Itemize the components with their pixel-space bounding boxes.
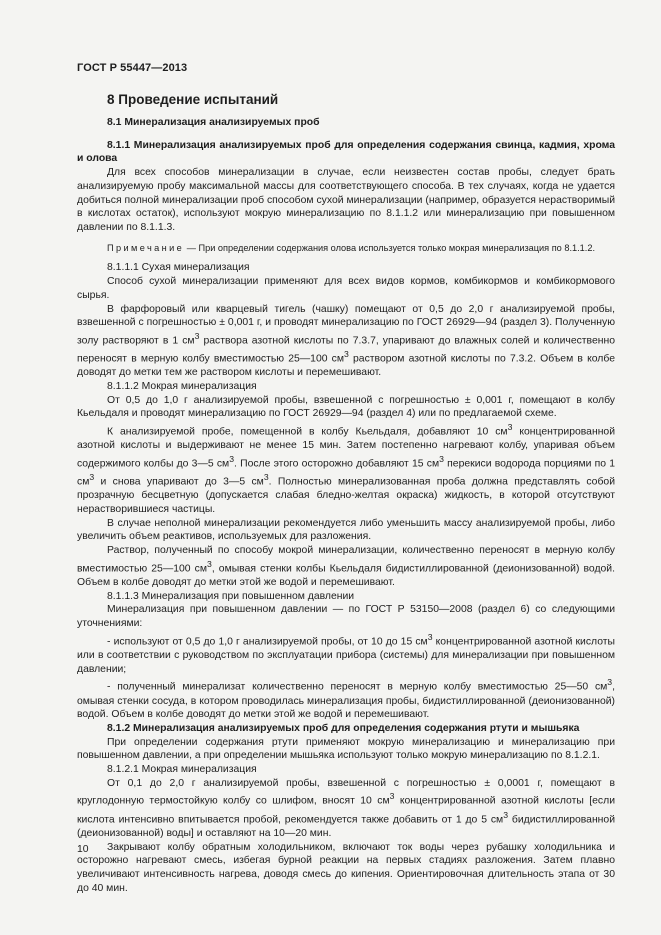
paragraph: От 0,1 до 2,0 г анализируемой пробы, взвешенной с погрешностью ± 0,0001 г, помещают в круглодонную термостойкую колбу со шлифом, вносят 10 $см^3$ концентрированной азотной кислоты [если кислота интенсивно впитывается пробой, рекомендуется также добавить от 1 до 5 $см^3$ бидистиллированной (деионизованной) воды] и оставляют на 10—20 мин.: [77, 777, 615, 839]
page-number: 10: [77, 844, 89, 855]
subsection-title: 8.1 Минерализация анализируемых проб: [107, 117, 320, 128]
paragraph: В случае неполной минерализации рекомендуется либо уменьшить массу анализируемой пробы, либо увеличить объем реактивов, используемых для разложения.: [77, 517, 615, 543]
list-item: - используют от 0,5 до 1,0 г анализируемой пробы, от 10 до 15 $см^3$ концентрированной азотной кислоты или в соответствии с руководством по эксплуатации прибора (системы) для минерализации при повышенном давлении;: [77, 631, 615, 675]
clause-8-1-1-1-title: 8.1.1.1 Сухая минерализация: [107, 262, 250, 274]
document-header: ГОСТ Р 55447—2013: [77, 62, 188, 74]
note: [77, 242, 615, 255]
clause-8-1-2-1-title: 8.1.2.1 Мокрая минерализация: [107, 764, 257, 776]
paragraph: В фарфоровый или кварцевый тигель (чашку) помещают от 0,5 до 2,0 г анализируемой пробы, взвешенной с погрешностью ± 0,001 г, и проводят минерализацию по ГОСТ 26929—94 (раздел 3). Полученную золу растворяют в 1 $см^3$ раствора азотной кислоты по 7.3.7, упаривают до влажных солей и количественно переносят в мерную колбу вместимостью 25—100 $см^3$ раствором азотной кислоты по 7.3.2. Объем в колбе доводят до метки тем же раствором кислоты и перемешивают.: [77, 303, 615, 379]
clause-8-1-1-title: 8.1.1 Минерализация анализируемых проб для определения содержания свинца, кадмия, хрома и олова: [77, 139, 615, 165]
clause-8-1-2-title: 8.1.2 Минерализация анализируемых проб для определения содержания ртути и мышьяка: [107, 722, 580, 734]
section-title: 8 Проведение испытаний: [107, 92, 279, 107]
paragraph: Способ сухой минерализации применяют для всех видов кормов, комбикормов и комбикормового сырья.: [77, 276, 615, 301]
document-body: [77, 92, 615, 895]
clause-8-1-1-3-title: 8.1.1.3 Минерализация при повышенном давлении: [107, 590, 355, 602]
paragraph: Раствор, полученный по способу мокрой минерализации, количественно переносят в мерную колбу вместимостью 25—100 $см^3$, омывая стенки колбы Кьельдаля бидистиллированной (деионизованной) водой. Объем в колбе доводят до метки этой же водой и перемешивают.: [77, 545, 615, 588]
paragraph: Закрывают колбу обратным холодильником, включают ток воды через рубашку холодильника и осторожно нагревают смесь, избегая бурной реакции на первых стадиях разложения. Затем плавно увеличивают интенсивность нагрева, доводя смесь до кипения. Ориентировочная длительность этапа от 30 до 40 мин.: [77, 841, 615, 894]
note-text: — При определении содержания олова используется только мокрая минерализация по 8.1.1.2.: [184, 242, 595, 253]
paragraph: При определении содержания ртути применяют мокрую минерализацию и минерализацию при повышенном давлении, а при определении мышьяка используют только мокрую минерализацию по 8.1.2.1.: [77, 736, 615, 762]
paragraph: К анализируемой пробе, помещенной в колбу Кьельдаля, добавляют 10 $см^3$ концентрированной азотной кислоты и выдерживают не менее 15 мин. Затем постепенно нагревают колбу, упаривая объем содержимого колбы до 3—5 $см^3$. После этого осторожно добавляют 15 $см^3$ перекиси водорода порциями по 1 $см^3$ и снова упаривают до 3—5 $см^3$. Полностью минерализованная проба должна представлять собой прозрачную бесцветную (допускается слабая бледно-желтая окраска) жидкость, в которой отсутствуют нерастворившиеся частицы.: [77, 422, 616, 516]
paragraph: От 0,5 до 1,0 г анализируемой пробы, взвешенной с погрешностью ± 0,001 г, помещают в колбу Кьельдаля и проводят минерализацию по ГОСТ 26929—94 (раздел 4) или по предлагаемой схеме.: [77, 394, 615, 420]
list-item: - полученный минерализат количественно переносят в мерную колбу вместимостью 25—50 $см^3$, омывая стенки сосуда, в котором проводилась минерализация пробы, бидистиллированной (деионизованной) водой. Объем в колбе доводят до метки этой же водой и перемешивают.: [77, 677, 615, 721]
paragraph: Для всех способов минерализации в случае, если неизвестен состав пробы, следует брать анализируемую пробу максимальной массы для соответствующего способа. В тех случаях, когда не удается добиться полной минерализации проб способом сухой минерализации (например, образуется нерастворимый в кислотах остаток), используют мокрую минерализацию по 8.1.1.2 или минерализацию при повышенном давлении по 8.1.1.3.: [77, 167, 615, 233]
paragraph: Минерализация при повышенном давлении — по ГОСТ Р 53150—2008 (раздел 6) со следующими уточнениями:: [77, 604, 615, 630]
note-label: Примечание: [107, 242, 185, 253]
clause-8-1-1-2-title: 8.1.1.2 Мокрая минерализация: [107, 380, 257, 392]
